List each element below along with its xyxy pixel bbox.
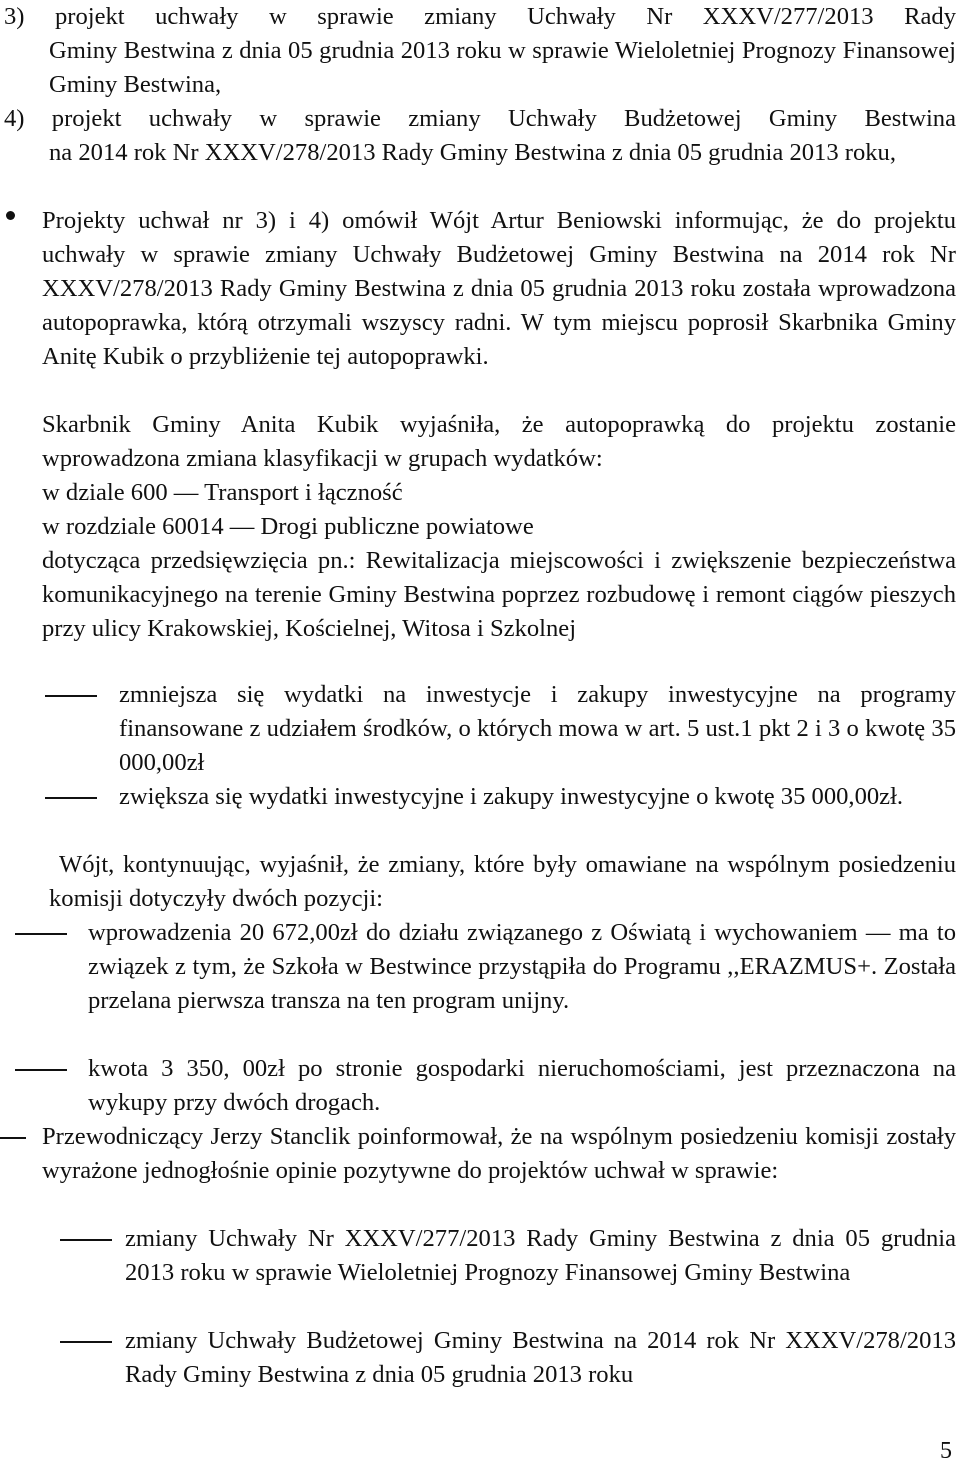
- dash-icon: [60, 1341, 112, 1343]
- item-3-continuation: Gminy Bestwina z dnia 05 grudnia 2013 roku w sprawie Wieloletniej Prognozy Finansowej Gminy Bestwina,: [49, 37, 956, 98]
- list-item-uchwala-278: zmiany Uchwały Budżetowej Gminy Bestwina na 2014 rok Nr XXXV/278/2013 Rady Gminy Bestwina z dnia 05 grudnia 2013 roku: [125, 1327, 956, 1388]
- item-4-continuation: na 2014 rok Nr XXXV/278/2013 Rady Gminy Bestwina z dnia 05 grudnia 2013 roku,: [49, 139, 897, 166]
- dash-icon: [15, 933, 67, 935]
- przewodniczacy-paragraph: Przewodniczący Jerzy Stanclik poinformował, że na wspólnym posiedzeniu komisji zostały wyrażone jednogłośnie opinie pozytywne do projektów uchwał w sprawie:: [42, 1123, 956, 1184]
- bullet-icon: [6, 211, 15, 220]
- bullet-paragraph: Projekty uchwał nr 3) i 4) omówił Wójt Artur Beniowski informując, że do projektu uchwały w sprawie zmiany Uchwały Budżetowej Gminy Bestwina na 2014 rok Nr XXXV/278/2013 Rady Gminy Bestwina z dnia 05 grudnia 2013 roku została wprowadzona autopoprawka, którą otrzymali wszyscy radni. W tym miejscu poprosił Skarbnika Gminy Anitę Kubik o przybliżenie tej autopoprawki.: [42, 207, 956, 370]
- dzial-line: w dziale 600 — Transport i łączność: [42, 479, 403, 506]
- page-number: 5: [940, 1438, 952, 1464]
- dash-icon: [15, 1069, 67, 1071]
- item-4-first-line: 4) projekt uchwały w sprawie zmiany Uchwały Budżetowej Gminy Bestwina: [4, 105, 956, 132]
- item-3-first-line: 3) projekt uchwały w sprawie zmiany Uchwały Nr XXXV/277/2013 Rady: [4, 3, 956, 30]
- przedsiewziecie-paragraph: dotycząca przedsięwzięcia pn.: Rewitalizacja miejscowości i zwiększenie bezpieczeństwa komunikacyjnego na terenie Gminy Bestwina poprzez rozbudowę i remont ciągów pieszych przy ulicy Krakowskiej, Kościelnej, Witosa i Szkolnej: [42, 547, 956, 642]
- list-item-erazmus: wprowadzenia 20 672,00zł do działu związanego z Oświatą i wychowaniem — ma to związek z tym, że Szkoła w Bestwince przystąpiła do Programu ,,ERAZMUS+. Została przelana pierwsza transza na ten program unijny.: [88, 919, 956, 1014]
- rozdzial-line: w rozdziale 60014 — Drogi publiczne powiatowe: [42, 513, 534, 540]
- wojt-paragraph: Wójt, kontynuując, wyjaśnił, że zmiany, które były omawiane na wspólnym posiedzeniu komisji dotyczyły dwóch pozycji:: [49, 851, 956, 912]
- list-item-zmniejsza: zmniejsza się wydatki na inwestycje i zakupy inwestycyjne na programy finansowane z udziałem środków, o których mowa w art. 5 ust.1 pkt 2 i 3 o kwotę 35 000,00zł: [119, 681, 956, 776]
- dash-icon: [45, 695, 97, 697]
- dash-icon: [60, 1239, 112, 1241]
- list-item-zwieksza: zwiększa się wydatki inwestycyjne i zakupy inwestycyjne o kwotę 35 000,00zł.: [119, 783, 904, 810]
- dash-icon: [0, 1137, 26, 1139]
- list-item-kwota: kwota 3 350, 00zł po stronie gospodarki nieruchomościami, jest przeznaczona na wykupy przy dwóch drogach.: [88, 1055, 956, 1116]
- list-item-uchwala-277: zmiany Uchwały Nr XXXV/277/2013 Rady Gminy Bestwina z dnia 05 grudnia 2013 roku w sprawie Wieloletniej Prognozy Finansowej Gminy Bestwina: [125, 1225, 956, 1286]
- skarbnik-paragraph: Skarbnik Gminy Anita Kubik wyjaśniła, że autopoprawką do projektu zostanie wprowadzona zmiana klasyfikacji w grupach wydatków:: [42, 411, 956, 472]
- dash-icon: [45, 797, 97, 799]
